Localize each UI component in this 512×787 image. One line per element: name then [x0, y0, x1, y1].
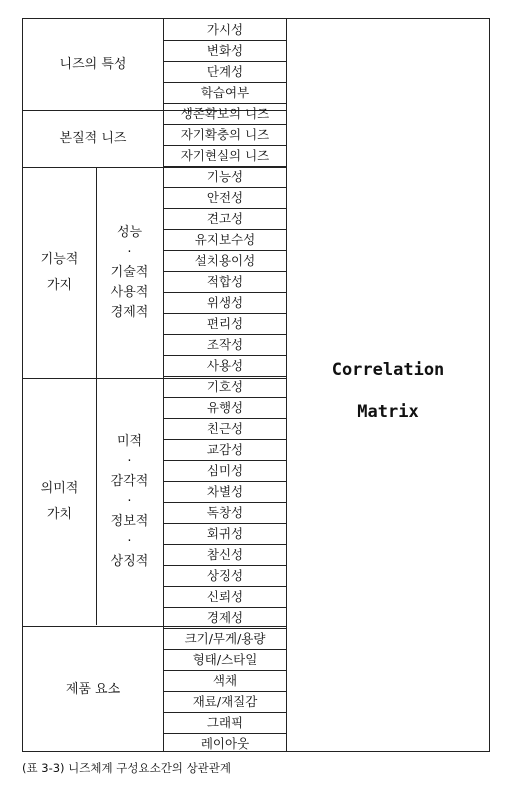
category-label: 기능적 가지: [40, 251, 79, 293]
item-cell: 경제성: [206, 610, 244, 625]
item-cell: 학습여부: [200, 85, 250, 100]
category-label: 의미적 가치: [40, 481, 79, 522]
item-cell: 안전성: [206, 190, 244, 205]
category-product-elements: [23, 626, 163, 753]
item-cell: 상징성: [206, 568, 244, 583]
item-cell: 그래픽: [206, 715, 244, 730]
item-cell: 참신성: [206, 547, 244, 562]
item-cell: 기호성: [206, 379, 244, 394]
item-cell: 자기현실의 니즈: [180, 148, 270, 163]
item-cell: 색채: [212, 673, 238, 688]
item-cell: 위생성: [206, 295, 244, 310]
item-cell: 자기확충의 니즈: [180, 127, 270, 142]
item-cell: 차별성: [206, 484, 244, 499]
matrix-title-line2: Matrix: [357, 402, 419, 422]
item-cell: 친근성: [206, 421, 244, 436]
item-cell: 신뢰성: [206, 589, 244, 604]
category-label: 본질적 니즈: [59, 130, 127, 146]
table-caption: (표 3-3) 니즈체계 구성요소간의 상관관계: [22, 761, 232, 775]
item-cell: 회귀성: [206, 526, 244, 541]
item-cell: 교감성: [206, 442, 244, 457]
category-functional-value: [23, 167, 96, 378]
category-needs-characteristics: [23, 19, 163, 110]
item-cell: 조작성: [206, 337, 244, 352]
item-cell: 형태/스타일: [192, 652, 258, 667]
subcategory-semantic: [96, 378, 163, 626]
item-cell: 심미성: [206, 463, 244, 478]
subcategory-label: 미적 · 감각적 · 정보적 · 상징적: [110, 434, 149, 569]
item-cell: 견고성: [206, 211, 244, 226]
item-cell: 가시성: [206, 22, 244, 37]
item-cell: 편리성: [206, 316, 244, 331]
matrix-title-line1: Correlation: [331, 360, 445, 380]
category-label: 니즈의 특성: [59, 56, 127, 72]
subcategory-label: 성능 · 기술적 사용적 경제적: [110, 224, 149, 320]
item-cell: 사용성: [206, 358, 244, 373]
item-cell: 유행성: [206, 400, 244, 415]
item-cell: 재료/재질감: [192, 694, 258, 709]
category-semantic-value: [23, 378, 96, 626]
item-cell: 크기/무게/용량: [184, 631, 266, 646]
item-cell: 설치용이성: [194, 253, 256, 268]
category-label: 제품 요소: [65, 681, 121, 697]
subcategory-functional: [96, 167, 163, 378]
item-cell: 독창성: [206, 505, 244, 520]
correlation-table: [22, 18, 490, 752]
item-cell: 적합성: [206, 274, 244, 289]
item-cell: 변화성: [206, 43, 244, 58]
item-cell: 단계성: [206, 64, 244, 79]
item-cell: 기능성: [206, 169, 244, 184]
item-cell: 생존확보의 니즈: [180, 106, 270, 121]
item-cell: 레이아웃: [200, 736, 250, 751]
item-cell: 유지보수성: [194, 232, 256, 247]
category-essential-needs: [23, 110, 163, 167]
correlation-matrix-label: [287, 349, 489, 433]
